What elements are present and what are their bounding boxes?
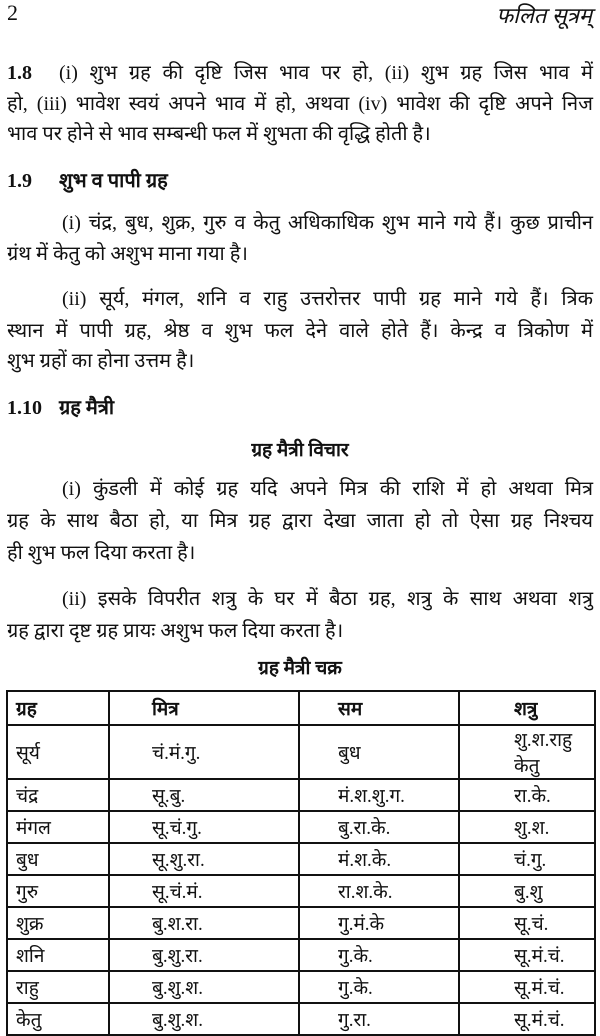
table-row <box>7 875 595 907</box>
table-cell: चं.मं.गु. <box>109 725 299 779</box>
page-number: 2 <box>7 0 18 25</box>
table-cell: बु.रा.के. <box>299 811 459 843</box>
table-cell: सू.बु. <box>109 779 299 811</box>
table-cell: शनि <box>7 939 109 971</box>
column-header: शत्रु <box>459 691 595 725</box>
paragraph-line: (i) कुंडली में कोई ग्रह यदि अपने मित्र की राशि में हो अथवा मित्र <box>62 478 593 500</box>
planet-friendship-table <box>6 690 596 1036</box>
table-cell: शु.श.राहु केतु <box>459 725 595 779</box>
table-row <box>7 1003 595 1035</box>
table-row <box>7 843 595 875</box>
column-header: सम <box>299 691 459 725</box>
paragraph-line: ग्रंथ में केतु को अशुभ माना गया है। <box>7 243 248 265</box>
table-cell: गु.रा. <box>299 1003 459 1035</box>
table-cell: सू.चं.मं. <box>109 875 299 907</box>
section-number: 1.8 <box>7 62 32 84</box>
paragraph-line: ग्रह के साथ बैठा हो, या मित्र ग्रह द्वारा देखा जाता हो तो ऐसा ग्रह निश्चय <box>7 510 593 532</box>
section-1-10-heading: 1.10 ग्रह मैत्री <box>7 397 115 419</box>
table-cell: सू.चं. <box>459 907 595 939</box>
paragraph-line: ग्रह द्वारा दृष्ट ग्रह प्रायः अशुभ फल दिया करता है। <box>7 620 344 642</box>
table-cell: बु.शु.रा. <box>109 939 299 971</box>
table-cell: गुरु <box>7 875 109 907</box>
table-row <box>7 907 595 939</box>
paragraph-line: (i) चंद्र, बुध, शुक्र, गुरु व केतु अधिकाधिक शुभ माने गये हैं। कुछ प्राचीन <box>62 212 593 234</box>
table-cell: सू.मं.चं. <box>459 971 595 1003</box>
table-title: ग्रह मैत्री चक्र <box>258 658 342 679</box>
running-title: फलित सूत्रम् <box>496 3 592 28</box>
table-cell: रा.श.के. <box>299 875 459 907</box>
table-cell: केतु <box>7 1003 109 1035</box>
table-row <box>7 779 595 811</box>
table-cell: गु.के. <box>299 939 459 971</box>
section-1-8-line: भाव पर होने से भाव सम्बन्धी फल में शुभता की वृद्धि होती है। <box>7 123 431 145</box>
table-cell: गु.के. <box>299 971 459 1003</box>
table-cell: मं.श.के. <box>299 843 459 875</box>
table-cell: बु.शु.श. <box>109 1003 299 1035</box>
table-cell: चं.गु. <box>459 843 595 875</box>
section-1-9-heading: 1.9 शुभ व पापी ग्रह <box>7 170 168 192</box>
table-cell: रा.के. <box>459 779 595 811</box>
table-cell: सू.शु.रा. <box>109 843 299 875</box>
table-cell: मं.श.शु.ग. <box>299 779 459 811</box>
table-cell: सू.मं.चं. <box>459 939 595 971</box>
table-cell: बुध <box>7 843 109 875</box>
column-header: ग्रह <box>7 691 109 725</box>
subheading: ग्रह मैत्री विचार <box>251 440 349 461</box>
table-header-row <box>7 691 595 725</box>
table-row <box>7 811 595 843</box>
table-cell: सू.मं.चं. <box>459 1003 595 1035</box>
paragraph-line: (ii) सूर्य, मंगल, शनि व राहु उत्तरोत्तर पापी ग्रह माने गये हैं। त्रिक <box>62 288 593 310</box>
section-1-8-line: 1.8 (i) शुभ ग्रह की दृष्टि जिस भाव पर हो, (ii) शुभ ग्रह जिस भाव में <box>7 62 593 84</box>
table-cell: गु.मं.के <box>299 907 459 939</box>
table-row <box>7 725 595 779</box>
table-cell: सूर्य <box>7 725 109 779</box>
table-cell: चंद्र <box>7 779 109 811</box>
table-cell: शु.श. <box>459 811 595 843</box>
paragraph-line: ही शुभ फल दिया करता है। <box>7 542 196 564</box>
column-header: मित्र <box>109 691 299 725</box>
table-cell: मंगल <box>7 811 109 843</box>
table-cell: बु.शु.श. <box>109 971 299 1003</box>
table-cell: बुध <box>299 725 459 779</box>
table-row <box>7 971 595 1003</box>
table-cell: शुक्र <box>7 907 109 939</box>
paragraph-line: (ii) इसके विपरीत शत्रु के घर में बैठा ग्रह, शत्रु के साथ अथवा शत्रु <box>62 588 593 610</box>
table-row <box>7 939 595 971</box>
paragraph-line: शुभ ग्रहों का होना उत्तम है। <box>7 350 195 372</box>
paragraph-line: स्थान में पापी ग्रह, श्रेष्ठ व शुभ फल देने वाले होते हैं। केन्द्र व त्रिकोण में <box>7 320 593 342</box>
section-1-8-line: हो, (iii) भावेश स्वयं अपने भाव में हो, अथवा (iv) भावेश की दृष्टि अपने निज <box>7 93 593 115</box>
table-cell: सू.चं.गु. <box>109 811 299 843</box>
table-cell: बु.शु <box>459 875 595 907</box>
table-cell: राहु <box>7 971 109 1003</box>
table-cell: बु.श.रा. <box>109 907 299 939</box>
